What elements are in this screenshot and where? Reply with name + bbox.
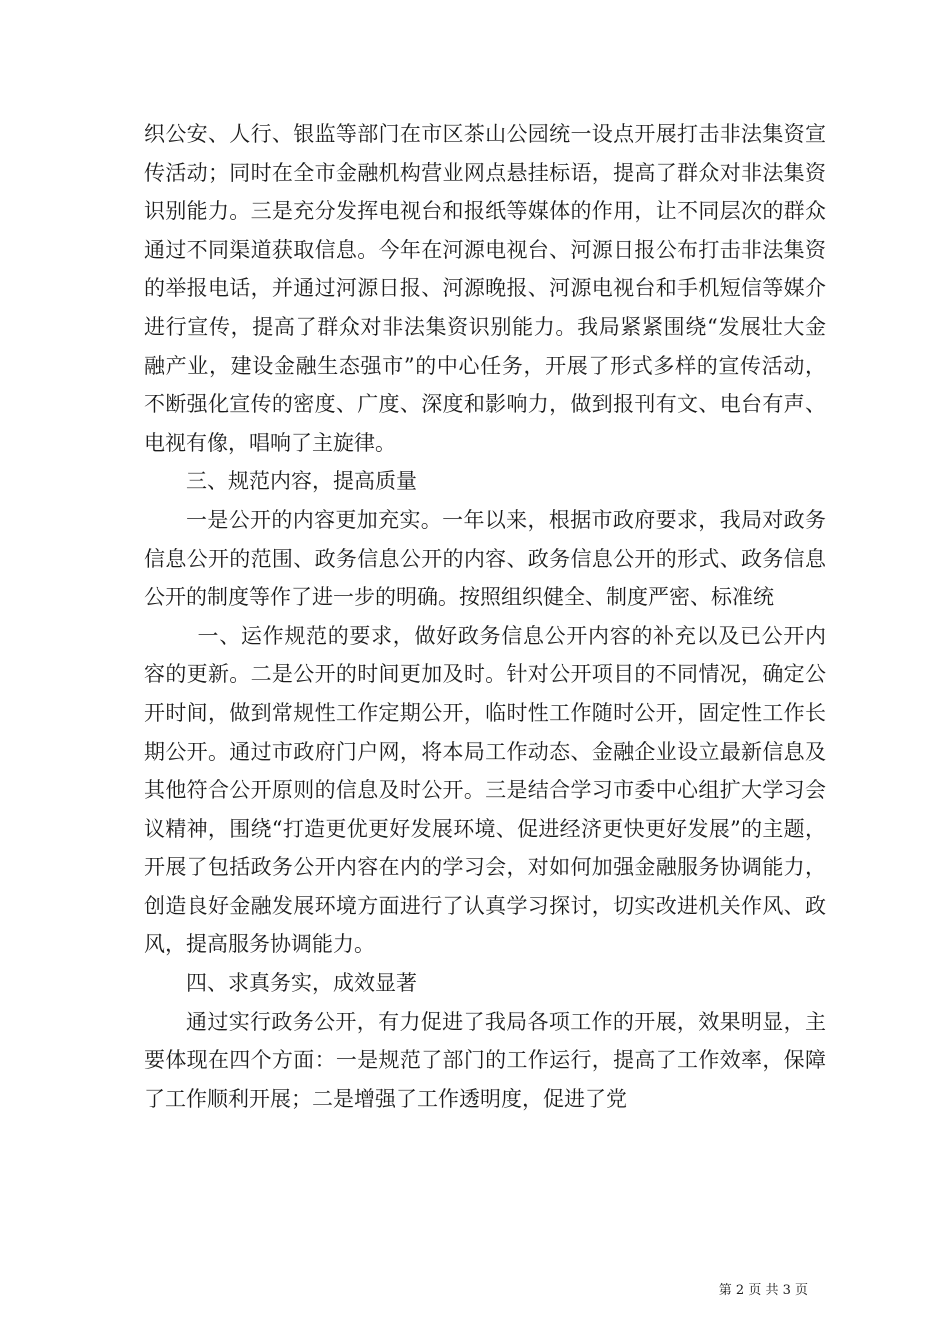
document-body — [144, 115, 826, 1118]
section-heading-3: 三、规范内容，提高质量 — [186, 469, 417, 494]
paragraph: 一是公开的内容更加充实。一年以来，根据市政府要求，我局对政务信息公开的范围、政务信息公开的内容、政务信息公开的形式、政务信息公开的制度等作了进一步的明确。按照组织健全、制度严密、标准统 — [144, 507, 826, 610]
page-number-footer: 第 2 页 共 3 页 — [718, 1283, 808, 1298]
section-heading-4: 四、求真务实，成效显著 — [186, 971, 417, 996]
paragraph-continuation: 织公安、人行、银监等部门在市区茶山公园统一设点开展打击非法集资宣传活动；同时在全市金融机构营业网点悬挂标语，提高了群众对非法集资识别能力。三是充分发挥电视台和报纸等媒体的作用，让不同层次的群众通过不同渠道获取信息。今年在河源电视台、河源日报公布打击非法集资的举报电话，并通过河源日报、河源晚报、河源电视台和手机短信等媒介进行宣传，提高了群众对非法集资识别能力。我局紧紧围绕“发展壮大金融产业，建设金融生态强市”的中心任务，开展了形式多样的宣传活动，不断强化宣传的密度、广度、深度和影响力，做到报刊有文、电台有声、电视有像，唱响了主旋律。 — [144, 122, 826, 455]
paragraph: 一、运作规范的要求，做好政务信息公开内容的补充以及已公开内容的更新。二是公开的时间更加及时。针对公开项目的不同情况，确定公开时间，做到常规性工作定期公开，临时性工作随时公开，固定性工作长期公开。通过市政府门户网，将本局工作动态、金融企业设立最新信息及其他符合公开原则的信息及时公开。三是结合学习市委中心组扩大学习会议精神，围绕“打造更优更好发展环境、促进经济更快更好发展”的主题，开展了包括政务公开内容在内的学习会，对如何加强金融服务协调能力，创造良好金融发展环境方面进行了认真学习探讨，切实改进机关作风、政风，提高服务协调能力。 — [144, 623, 826, 957]
paragraph: 通过实行政务公开，有力促进了我局各项工作的开展，效果明显，主要体现在四个方面：一是规范了部门的工作运行，提高了工作效率，保障了工作顺利开展；二是增强了工作透明度，促进了党 — [144, 1009, 826, 1111]
